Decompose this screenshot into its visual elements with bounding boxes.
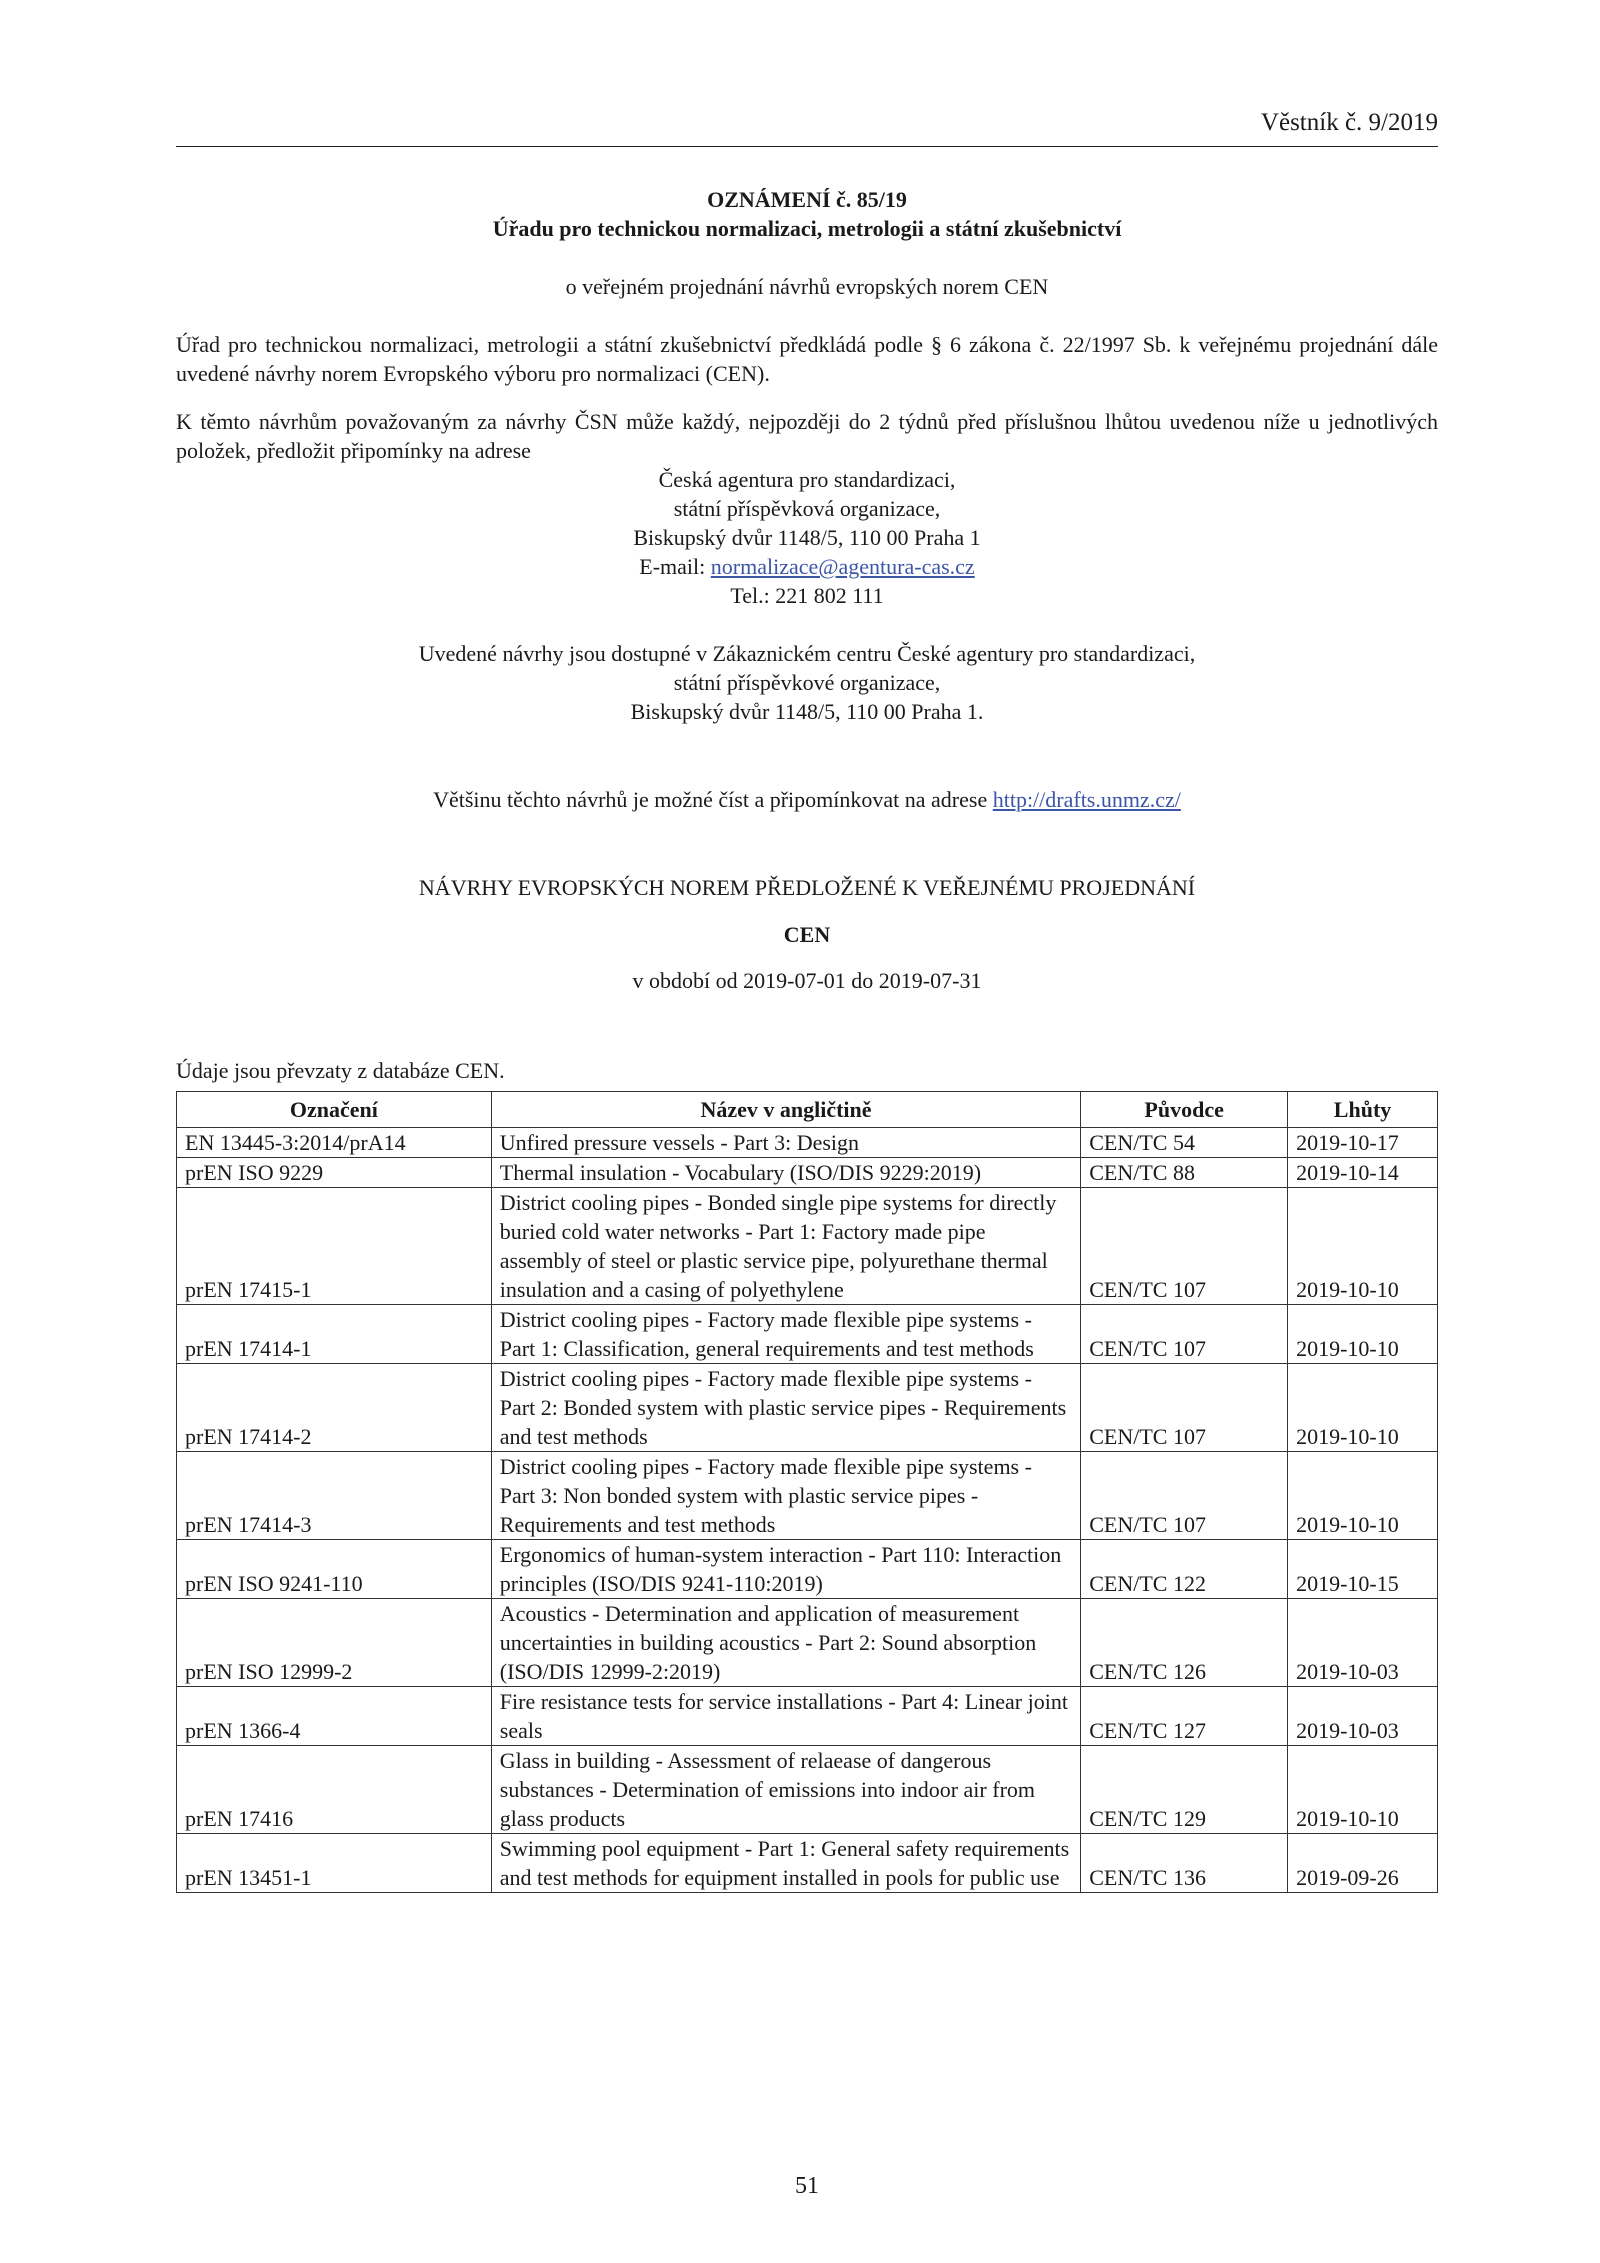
header-deadline: Lhůty bbox=[1288, 1092, 1438, 1128]
cell-name: District cooling pipes - Factory made flexible pipe systems - Part 3: Non bonded system with plastic service pipes - Requirements and test methods bbox=[491, 1452, 1080, 1540]
cell-name: District cooling pipes - Factory made flexible pipe systems - Part 2: Bonded system with plastic service pipes - Requirements and test methods bbox=[491, 1364, 1080, 1452]
cell-origin: CEN/TC 107 bbox=[1081, 1188, 1288, 1305]
cell-name: District cooling pipes - Bonded single pipe systems for directly buried cold water networks - Part 1: Factory made pipe assembly of steel or plastic service pipe, polyurethane thermal insulation and a casing of polyethylene bbox=[491, 1188, 1080, 1305]
cell-origin: CEN/TC 107 bbox=[1081, 1305, 1288, 1364]
section-heading: NÁVRHY EVROPSKÝCH NOREM PŘEDLOŽENÉ K VEŘEJNÉMU PROJEDNÁNÍ bbox=[418, 875, 1196, 900]
cell-origin: CEN/TC 136 bbox=[1081, 1834, 1288, 1893]
section-org: CEN bbox=[783, 922, 831, 947]
table-row bbox=[177, 1540, 1438, 1599]
cell-deadline: 2019-10-10 bbox=[1288, 1452, 1438, 1540]
page-number: 51 bbox=[795, 2173, 819, 2199]
cell-name: Glass in building - Assessment of relaease of dangerous substances - Determination of emissions into indoor air from glass products bbox=[491, 1746, 1080, 1834]
cell-deadline: 2019-10-10 bbox=[1288, 1746, 1438, 1834]
email-label: E-mail: bbox=[639, 554, 711, 579]
cell-name: Thermal insulation - Vocabulary (ISO/DIS 9229:2019) bbox=[491, 1158, 1080, 1188]
cell-deadline: 2019-10-14 bbox=[1288, 1158, 1438, 1188]
cell-code: prEN 13451-1 bbox=[177, 1834, 492, 1893]
issue-label: Věstník č. 9/2019 bbox=[1260, 109, 1438, 136]
announcement-subject: o veřejném projednání návrhů evropských norem CEN bbox=[565, 274, 1049, 299]
cell-name: Acoustics - Determination and application of measurement uncertainties in building acoustics - Part 2: Sound absorption (ISO/DIS 12999-2:2019) bbox=[491, 1599, 1080, 1687]
cell-origin: CEN/TC 126 bbox=[1081, 1599, 1288, 1687]
drafts-text: Většinu těchto návrhů je možné číst a připomínkovat na adrese bbox=[433, 787, 993, 812]
table-row bbox=[177, 1746, 1438, 1834]
cell-code: prEN ISO 9229 bbox=[177, 1158, 492, 1188]
cell-deadline: 2019-10-10 bbox=[1288, 1364, 1438, 1452]
cell-origin: CEN/TC 127 bbox=[1081, 1687, 1288, 1746]
drafts-link[interactable]: http://drafts.unmz.cz/ bbox=[992, 787, 1181, 812]
cell-code: EN 13445-3:2014/prA14 bbox=[177, 1128, 492, 1158]
cell-name: Swimming pool equipment - Part 1: General safety requirements and test methods for equipment installed in pools for public use bbox=[491, 1834, 1080, 1893]
intro-paragraph: Úřad pro technickou normalizaci, metrologii a státní zkušebnictví předkládá podle § 6 zákona č. 22/1997 Sb. k veřejnému projednání dále uvedené návrhy norem Evropského výboru pro normalizaci (CEN). bbox=[176, 332, 1438, 386]
issuing-office: Úřadu pro technickou normalizaci, metrologii a státní zkušebnictví bbox=[492, 216, 1122, 241]
email-link[interactable]: normalizace@agentura-cas.cz bbox=[710, 554, 975, 579]
header-name: Název v angličtině bbox=[491, 1092, 1080, 1128]
cell-code: prEN ISO 12999-2 bbox=[177, 1599, 492, 1687]
availability-line-3: Biskupský dvůr 1148/5, 110 00 Praha 1. bbox=[630, 699, 984, 724]
table-row bbox=[177, 1188, 1438, 1305]
table-header-row bbox=[177, 1092, 1438, 1128]
page-header bbox=[176, 109, 1438, 147]
cell-origin: CEN/TC 107 bbox=[1081, 1452, 1288, 1540]
drafts-line bbox=[176, 785, 1438, 814]
cell-origin: CEN/TC 54 bbox=[1081, 1128, 1288, 1158]
table-body bbox=[177, 1128, 1438, 1893]
cell-name: Unfired pressure vessels - Part 3: Design bbox=[491, 1128, 1080, 1158]
cell-deadline: 2019-09-26 bbox=[1288, 1834, 1438, 1893]
address-line-1: Česká agentura pro standardizaci, bbox=[658, 467, 956, 492]
cell-deadline: 2019-10-03 bbox=[1288, 1687, 1438, 1746]
table-row bbox=[177, 1364, 1438, 1452]
email-line bbox=[176, 552, 1438, 581]
comments-paragraph: K těmto návrhům považovaným za návrhy ČSN může každý, nejpozději do 2 týdnů před příslušnou lhůtou uvedenou níže u jednotlivých položek, předložit připomínky na adrese bbox=[176, 409, 1438, 463]
table-row bbox=[177, 1834, 1438, 1893]
cell-origin: CEN/TC 129 bbox=[1081, 1746, 1288, 1834]
cell-deadline: 2019-10-17 bbox=[1288, 1128, 1438, 1158]
table-row bbox=[177, 1687, 1438, 1746]
cell-origin: CEN/TC 122 bbox=[1081, 1540, 1288, 1599]
cell-deadline: 2019-10-03 bbox=[1288, 1599, 1438, 1687]
cell-code: prEN ISO 9241-110 bbox=[177, 1540, 492, 1599]
cell-name: Fire resistance tests for service installations - Part 4: Linear joint seals bbox=[491, 1687, 1080, 1746]
announcement-number: OZNÁMENÍ č. 85/19 bbox=[707, 187, 907, 212]
header-code: Označení bbox=[177, 1092, 492, 1128]
cell-origin: CEN/TC 107 bbox=[1081, 1364, 1288, 1452]
cell-origin: CEN/TC 88 bbox=[1081, 1158, 1288, 1188]
header-origin: Původce bbox=[1081, 1092, 1288, 1128]
cell-deadline: 2019-10-10 bbox=[1288, 1188, 1438, 1305]
cell-code: prEN 17416 bbox=[177, 1746, 492, 1834]
table-row bbox=[177, 1452, 1438, 1540]
cell-deadline: 2019-10-10 bbox=[1288, 1305, 1438, 1364]
cell-code: prEN 1366-4 bbox=[177, 1687, 492, 1746]
table-row bbox=[177, 1158, 1438, 1188]
address-line-2: státní příspěvková organizace, bbox=[673, 496, 941, 521]
cell-code: prEN 17414-3 bbox=[177, 1452, 492, 1540]
table-row bbox=[177, 1305, 1438, 1364]
cell-name: Ergonomics of human-system interaction - Part 110: Interaction principles (ISO/DIS 9241-110:2019) bbox=[491, 1540, 1080, 1599]
table-row bbox=[177, 1599, 1438, 1687]
phone-line: Tel.: 221 802 111 bbox=[730, 583, 884, 608]
cell-code: prEN 17415-1 bbox=[177, 1188, 492, 1305]
cell-code: prEN 17414-2 bbox=[177, 1364, 492, 1452]
cell-code: prEN 17414-1 bbox=[177, 1305, 492, 1364]
cell-name: District cooling pipes - Factory made flexible pipe systems - Part 1: Classification, general requirements and test methods bbox=[491, 1305, 1080, 1364]
table-caption: Údaje jsou převzaty z databáze CEN. bbox=[176, 1058, 505, 1083]
availability-line-1: Uvedené návrhy jsou dostupné v Zákaznickém centru České agentury pro standardizaci, bbox=[418, 641, 1196, 666]
availability-line-2: státní příspěvkové organizace, bbox=[673, 670, 941, 695]
table-row bbox=[177, 1128, 1438, 1158]
address-line-3: Biskupský dvůr 1148/5, 110 00 Praha 1 bbox=[633, 525, 981, 550]
cell-deadline: 2019-10-15 bbox=[1288, 1540, 1438, 1599]
section-period: v období od 2019-07-01 do 2019-07-31 bbox=[632, 968, 982, 993]
standards-table bbox=[176, 1091, 1438, 1893]
